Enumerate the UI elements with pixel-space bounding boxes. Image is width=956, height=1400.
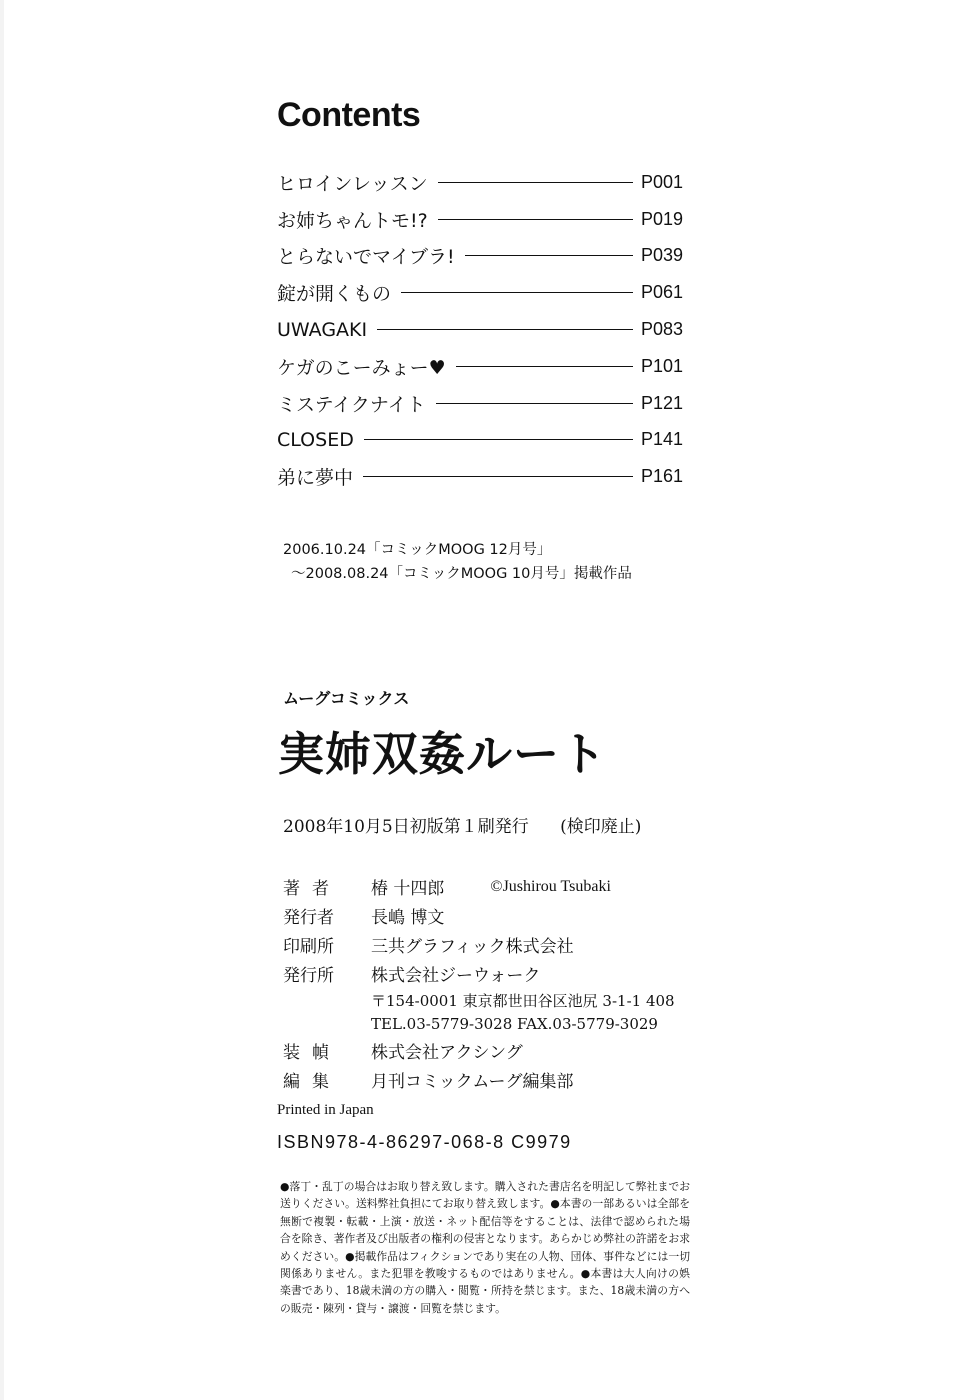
author-label: 著者: [283, 879, 341, 899]
publisher-person-row: [283, 901, 675, 930]
printer-name: 三共グラフィック株式会社: [371, 937, 574, 957]
toc-entry-title: 弟に夢中: [277, 467, 354, 490]
publication-date-line: [283, 812, 641, 837]
editor-name: 月刊コミックムーグ編集部: [371, 1072, 574, 1092]
stamp-note: (検印廃止): [560, 817, 642, 837]
toc-entry: [277, 385, 687, 422]
toc-entry-page: P061: [641, 282, 684, 303]
design-row: [283, 1036, 675, 1065]
serialization-end: ～2008.08.24「コミックMOOG 10月号」掲載作品: [291, 566, 632, 582]
publisher-person-name: 長嶋 博文: [371, 908, 445, 928]
toc-entry: [277, 422, 687, 459]
publisher-name: 株式会社ジーウォーク: [371, 966, 541, 986]
toc-entry-title: ミステイクナイト: [277, 393, 426, 416]
serialization-start: 2006.10.24「コミックMOOG 12月号」: [283, 542, 552, 558]
publisher-person-label: 発行者: [283, 908, 334, 928]
toc-entry-title: ケガのこーみょー♥: [277, 356, 446, 379]
toc-entry-page: P141: [641, 429, 684, 450]
toc-leader-line: [401, 292, 633, 293]
toc-leader-line: [364, 439, 633, 440]
author-row: [283, 872, 675, 901]
publisher-row: [283, 959, 675, 988]
table-of-contents: [277, 164, 687, 495]
toc-leader-line: [456, 366, 633, 367]
toc-entry-page: P039: [641, 245, 684, 266]
design-label: 装幀: [283, 1043, 341, 1063]
toc-entry-page: P161: [641, 466, 684, 487]
colophon-details: [283, 872, 675, 1094]
phone-row: [283, 1012, 675, 1036]
page-edge: [0, 0, 4, 1400]
printed-in: Printed in Japan: [277, 1102, 374, 1118]
editor-label: 編集: [283, 1072, 341, 1092]
serialization-info: [283, 538, 632, 586]
publication-date: 2008年10月5日初版第１刷発行: [283, 817, 529, 837]
toc-entry: [277, 458, 687, 495]
address-row: [283, 988, 675, 1012]
toc-entry-title: CLOSED: [277, 428, 354, 451]
toc-entry-page: P121: [641, 392, 684, 413]
series-label: ムーグコミックス: [283, 689, 410, 708]
printer-row: [283, 930, 675, 959]
toc-entry-page: P019: [641, 208, 684, 229]
toc-entry-page: P001: [641, 171, 684, 192]
toc-entry: [277, 164, 687, 201]
toc-entry: [277, 238, 687, 275]
toc-entry-page: P101: [641, 355, 684, 376]
copyright-notice: ©Jushirou Tsubaki: [490, 877, 611, 895]
toc-leader-line: [438, 182, 633, 183]
toc-leader-line: [465, 255, 633, 256]
toc-leader-line: [438, 219, 633, 220]
toc-entry: [277, 348, 687, 385]
toc-entry-title: ヒロインレッスン: [277, 172, 428, 195]
printer-label: 印刷所: [283, 937, 334, 957]
editor-row: [283, 1065, 675, 1094]
toc-entry-title: お姉ちゃんトモ!?: [277, 209, 428, 232]
toc-entry-title: UWAGAKI: [277, 318, 368, 341]
design-company: 株式会社アクシング: [371, 1043, 523, 1063]
toc-entry: [277, 201, 687, 238]
publisher-label: 発行所: [283, 966, 334, 986]
toc-leader-line: [363, 476, 633, 477]
isbn-code: ISBN978-4-86297-068-8 C9979: [277, 1132, 572, 1152]
publisher-phone-fax: TEL.03-5779-3028 FAX.03-5779-3029: [371, 1015, 658, 1033]
toc-entry-page: P083: [641, 319, 684, 340]
toc-entry: [277, 274, 687, 311]
toc-entry-title: とらないでマイブラ!: [277, 246, 455, 269]
toc-leader-line: [436, 403, 633, 404]
contents-heading: Contents: [277, 96, 421, 134]
toc-leader-line: [377, 329, 633, 330]
publisher-address: 〒154-0001 東京都世田谷区池尻 3-1-1 408: [371, 991, 675, 1010]
toc-entry-title: 錠が開くもの: [277, 283, 392, 306]
toc-entry: [277, 311, 687, 348]
book-title: 実姉双姦ルート: [278, 727, 607, 781]
legal-notice: ●落丁・乱丁の場合はお取り替え致します。購入された書店名を明記して弊社までお送りください。送料弊社負担にてお取り替え致します。●本書の一部あるいは全部を無断で複製・転載・上演・放送・ネット配信等をすることは、法律で認められた場合を除き、著作者及び出版者の権利の侵害となります。あらかじめ弊社の許諾をお求めください。●掲載作品はフィクションであり実在の人物、団体、事件などには一切関係ありません。また犯罪を教唆するものではありません。●本書は大人向けの娯楽書であり、18歳未満の方の購入・閲覧・所持を禁じます。また、18歳未満の方への販売・陳列・貸与・譲渡・回覧を禁じます。: [280, 1180, 690, 1315]
author-name: 椿 十四郎: [371, 879, 445, 899]
